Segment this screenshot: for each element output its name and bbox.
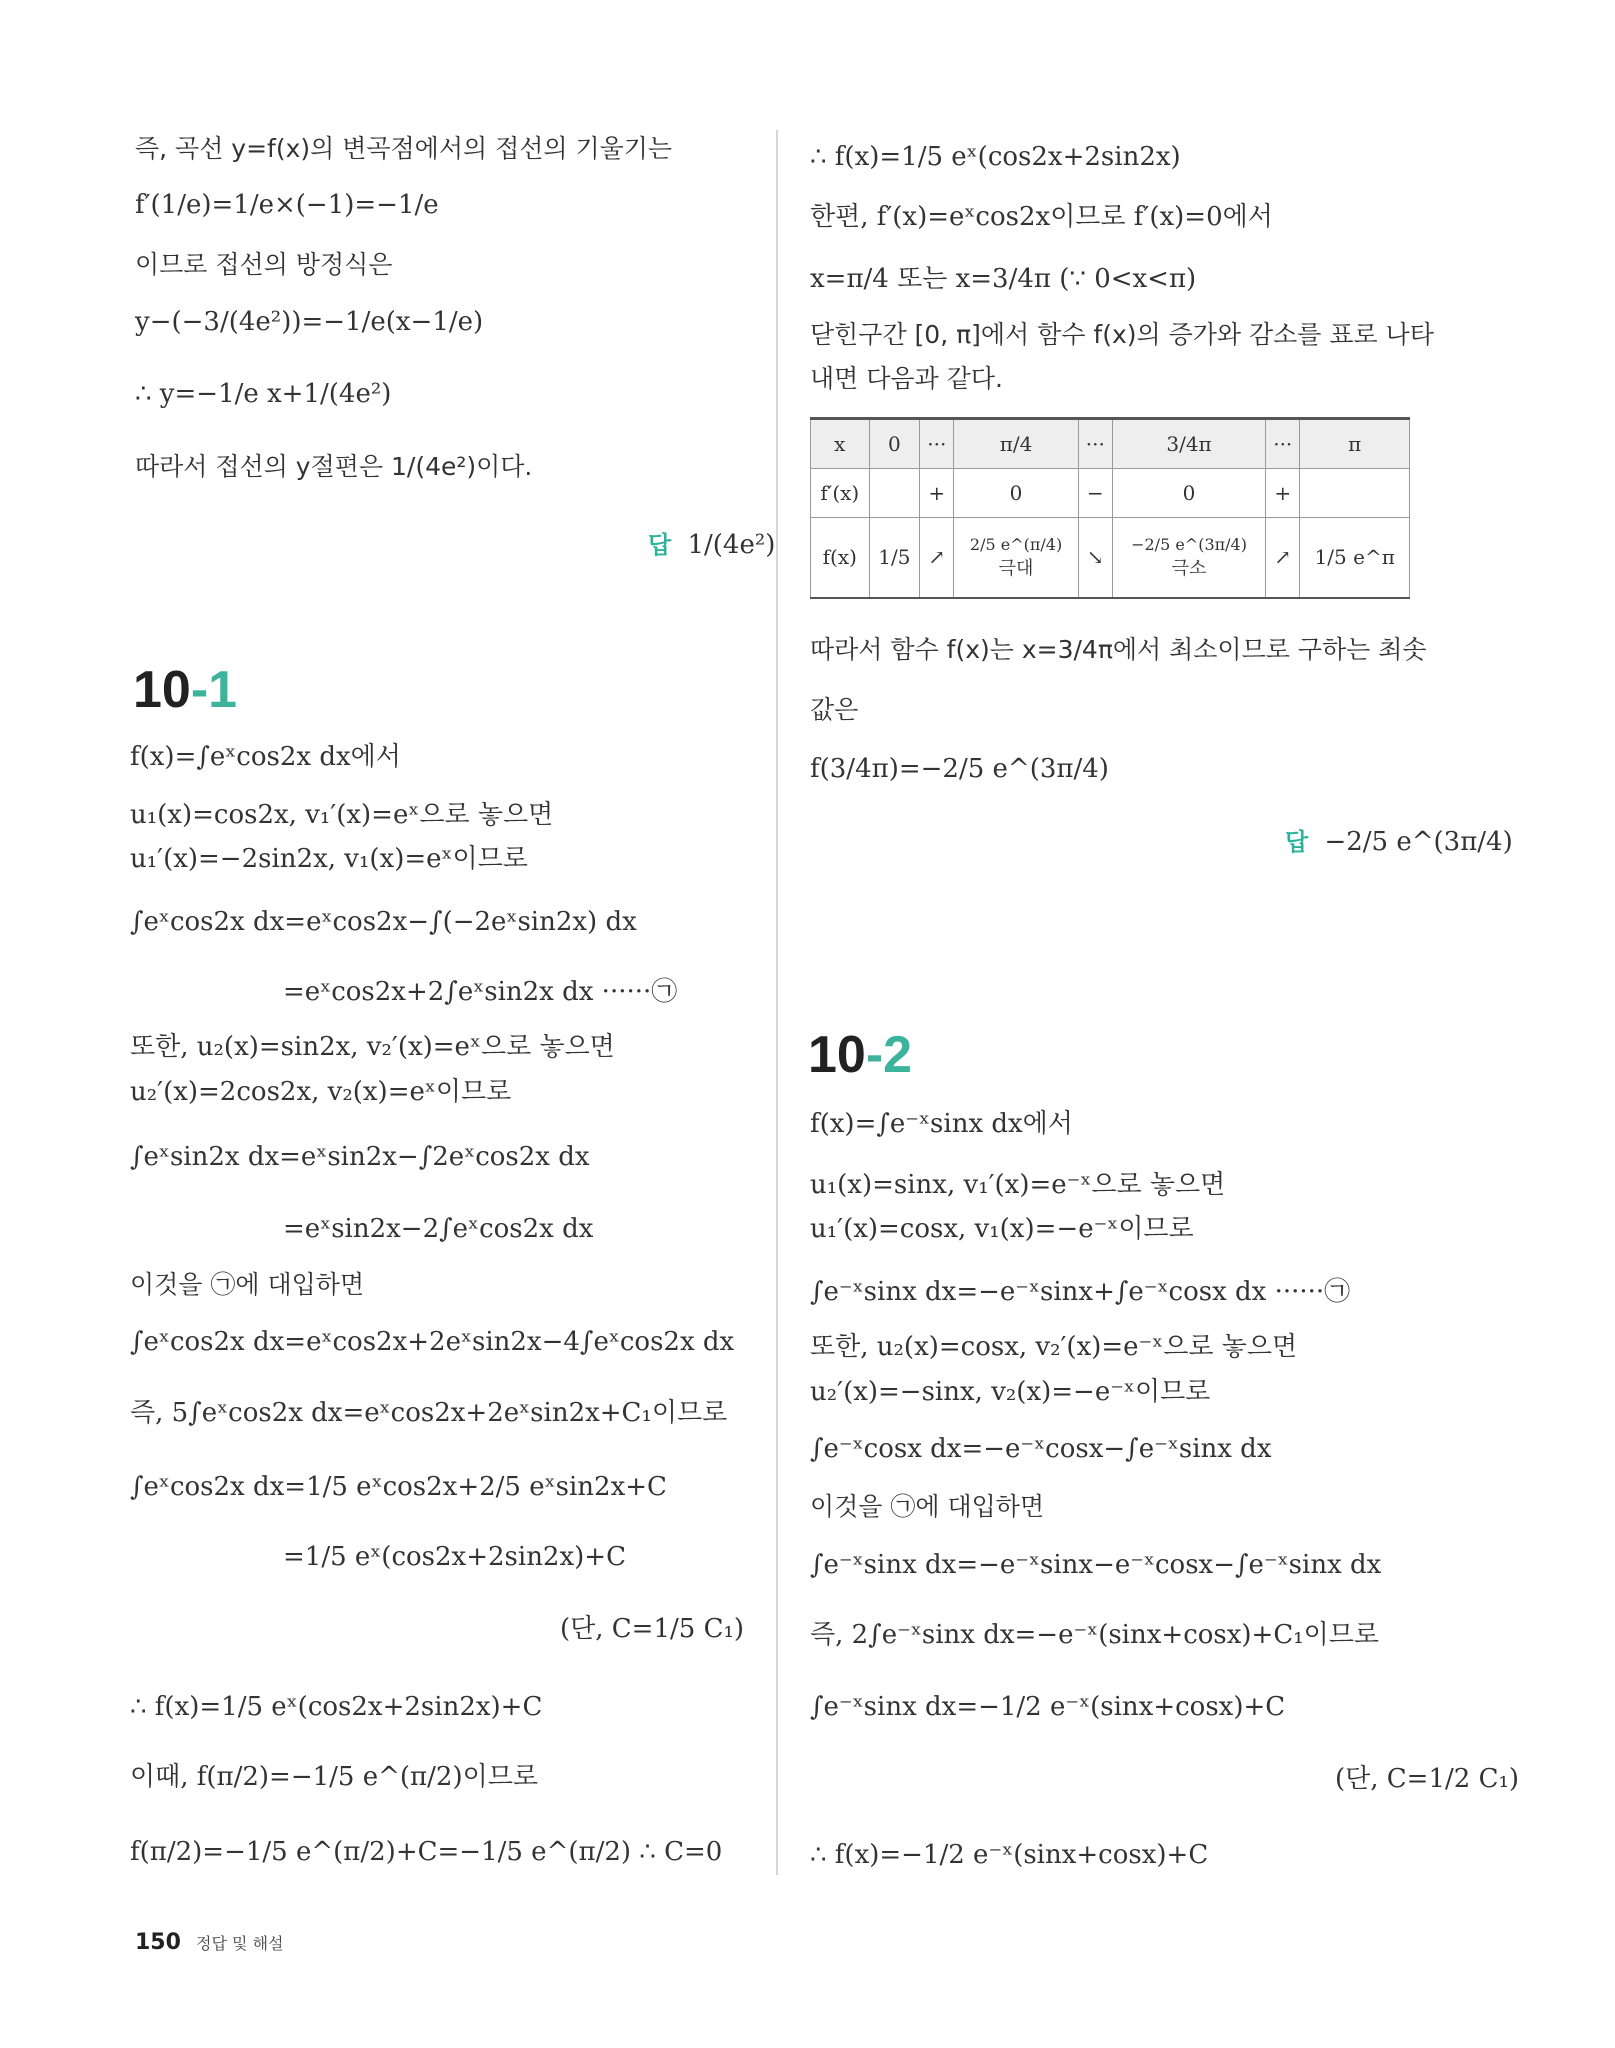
table-cell: 1/5 e^π (1300, 518, 1410, 598)
math-line: ∫eˣcos2x dx=eˣcos2x+2eˣsin2x−4∫eˣcos2x dx (130, 1327, 735, 1357)
table-cell: − (1078, 469, 1112, 518)
text-line: 이것을 ㉠에 대입하면 (130, 1270, 365, 1299)
math-line: ∴ y=−1/e x+1/(4e²) (135, 379, 392, 409)
answer-value: −2/5 e^(3π/4) (1324, 827, 1513, 857)
text-line: 따라서 접선의 y절편은 1/(4e²)이다. (135, 452, 533, 481)
table-cell: π (1300, 419, 1410, 469)
table-cell: ··· (1266, 419, 1300, 469)
math-line: f(3/4π)=−2/5 e^(3π/4) (810, 754, 1109, 784)
text-line: 내면 다음과 같다. (810, 364, 1003, 393)
math-line: =eˣsin2x−2∫eˣcos2x dx (283, 1214, 594, 1244)
max-value: 2/5 e^(π/4) (969, 534, 1063, 554)
text-line: 이므로 접선의 방정식은 (135, 250, 393, 279)
section-number: 10 (808, 1026, 866, 1084)
max-note: 극대 (998, 557, 1034, 579)
text-line: 값은 (810, 695, 859, 724)
section-dash: - (865, 1026, 884, 1084)
math-line: 또한, u₂(x)=sin2x, v₂′(x)=eˣ으로 놓으면 (130, 1032, 615, 1062)
answer-1 (648, 525, 775, 560)
math-line: 이때, f(π/2)=−1/5 e^(π/2)이므로 (130, 1762, 538, 1792)
answer-value: 1/(4e²) (687, 530, 776, 560)
min-note: 극소 (1171, 557, 1207, 579)
table-cell: x (811, 419, 870, 469)
table-cell: + (1266, 469, 1300, 518)
text-line: 이것을 ㉠에 대입하면 (810, 1492, 1045, 1521)
table-cell: 0 (869, 419, 919, 469)
table-cell: ↗ (920, 518, 954, 598)
math-line: =1/5 eˣ(cos2x+2sin2x)+C (283, 1542, 626, 1572)
table-cell: f(x) (811, 518, 870, 598)
section-dash: - (190, 661, 209, 719)
math-line: ∫eˣsin2x dx=eˣsin2x−∫2eˣcos2x dx (130, 1142, 590, 1172)
table-cell: ··· (920, 419, 954, 469)
table-row (811, 518, 1410, 598)
table-cell (869, 469, 919, 518)
math-line: (단, C=1/2 C₁) (1335, 1764, 1520, 1794)
math-line: y−(−3/(4e²))=−1/e(x−1/e) (135, 307, 484, 337)
table-cell: + (920, 469, 954, 518)
text-line: 닫힌구간 [0, π]에서 함수 f(x)의 증가와 감소를 표로 나타 (810, 320, 1434, 349)
math-line: u₁′(x)=cosx, v₁(x)=−e⁻ˣ이므로 (810, 1214, 1194, 1244)
math-line: ∫e⁻ˣsinx dx=−e⁻ˣsinx+∫e⁻ˣcosx dx ······㉠ (810, 1277, 1351, 1307)
table-cell: 0 (1113, 469, 1266, 518)
math-line: u₂′(x)=2cos2x, v₂(x)=eˣ이므로 (130, 1077, 512, 1107)
table-cell: 1/5 (869, 518, 919, 598)
section-sub: 1 (208, 661, 238, 719)
math-line: ∫e⁻ˣcosx dx=−e⁻ˣcosx−∫e⁻ˣsinx dx (810, 1434, 1272, 1464)
math-line: 한편, f′(x)=eˣcos2x이므로 f′(x)=0에서 (810, 202, 1273, 232)
column-divider (776, 130, 778, 1875)
math-line: u₁(x)=cos2x, v₁′(x)=eˣ으로 놓으면 (130, 800, 554, 830)
table-cell: π/4 (954, 419, 1078, 469)
table-cell (1300, 469, 1410, 518)
min-value: −2/5 e^(3π/4) (1131, 534, 1247, 554)
table-cell: 3/4π (1113, 419, 1266, 469)
table-cell: f′(x) (811, 469, 870, 518)
table-cell-max (954, 518, 1078, 598)
math-line: 또한, u₂(x)=cosx, v₂′(x)=e⁻ˣ으로 놓으면 (810, 1332, 1298, 1362)
math-line: =eˣcos2x+2∫eˣsin2x dx ······㉠ (283, 977, 678, 1007)
math-line: ∫eˣcos2x dx=eˣcos2x−∫(−2eˣsin2x) dx (130, 907, 637, 937)
math-line: x=π/4 또는 x=3/4π (∵ 0<x<π) (810, 264, 1197, 294)
page-number: 150 (135, 1930, 181, 1955)
table-cell: 0 (954, 469, 1078, 518)
page-title: 정답 및 해설 (196, 1934, 284, 1953)
answer-label: 답 (1285, 828, 1309, 856)
answer-label: 답 (648, 531, 672, 559)
math-line: f′(1/e)=1/e×(−1)=−1/e (135, 190, 439, 220)
answer-2 (1285, 822, 1513, 857)
math-line: (단, C=1/5 C₁) (560, 1614, 745, 1644)
table-cell: ↗ (1266, 518, 1300, 598)
table-row (811, 419, 1410, 469)
math-line: ∴ f(x)=−1/2 e⁻ˣ(sinx+cosx)+C (810, 1840, 1209, 1870)
math-line: f(x)=∫e⁻ˣsinx dx에서 (810, 1109, 1073, 1139)
section-heading-10-2 (808, 1025, 912, 1085)
increase-decrease-table (810, 417, 1410, 599)
math-line: ∫eˣcos2x dx=1/5 eˣcos2x+2/5 eˣsin2x+C (130, 1472, 667, 1502)
page-footer (135, 1930, 283, 1955)
table-cell: ··· (1078, 419, 1112, 469)
math-line: 즉, 2∫e⁻ˣsinx dx=−e⁻ˣ(sinx+cosx)+C₁이므로 (810, 1620, 1380, 1650)
table-cell-min (1113, 518, 1266, 598)
math-line: 즉, 5∫eˣcos2x dx=eˣcos2x+2eˣsin2x+C₁이므로 (130, 1398, 728, 1428)
math-line: u₁′(x)=−2sin2x, v₁(x)=eˣ이므로 (130, 844, 528, 874)
math-line: ∫e⁻ˣsinx dx=−1/2 e⁻ˣ(sinx+cosx)+C (810, 1692, 1286, 1722)
math-line: ∴ f(x)=1/5 eˣ(cos2x+2sin2x) (810, 142, 1181, 172)
math-line: ∫e⁻ˣsinx dx=−e⁻ˣsinx−e⁻ˣcosx−∫e⁻ˣsinx dx (810, 1550, 1382, 1580)
text-line: 즉, 곡선 y=f(x)의 변곡점에서의 접선의 기울기는 (135, 134, 673, 163)
section-number: 10 (133, 661, 191, 719)
section-sub: 2 (883, 1026, 913, 1084)
math-line: u₂′(x)=−sinx, v₂(x)=−e⁻ˣ이므로 (810, 1377, 1211, 1407)
table-row (811, 469, 1410, 518)
section-heading-10-1 (133, 660, 237, 720)
math-line: f(x)=∫eˣcos2x dx에서 (130, 742, 401, 772)
math-line: f(π/2)=−1/5 e^(π/2)+C=−1/5 e^(π/2) ∴ C=0 (130, 1837, 723, 1867)
text-line: 따라서 함수 f(x)는 x=3/4π에서 최소이므로 구하는 최솟 (810, 635, 1427, 664)
table-cell: ↘ (1078, 518, 1112, 598)
math-line: u₁(x)=sinx, v₁′(x)=e⁻ˣ으로 놓으면 (810, 1170, 1226, 1200)
math-line: ∴ f(x)=1/5 eˣ(cos2x+2sin2x)+C (130, 1692, 543, 1722)
